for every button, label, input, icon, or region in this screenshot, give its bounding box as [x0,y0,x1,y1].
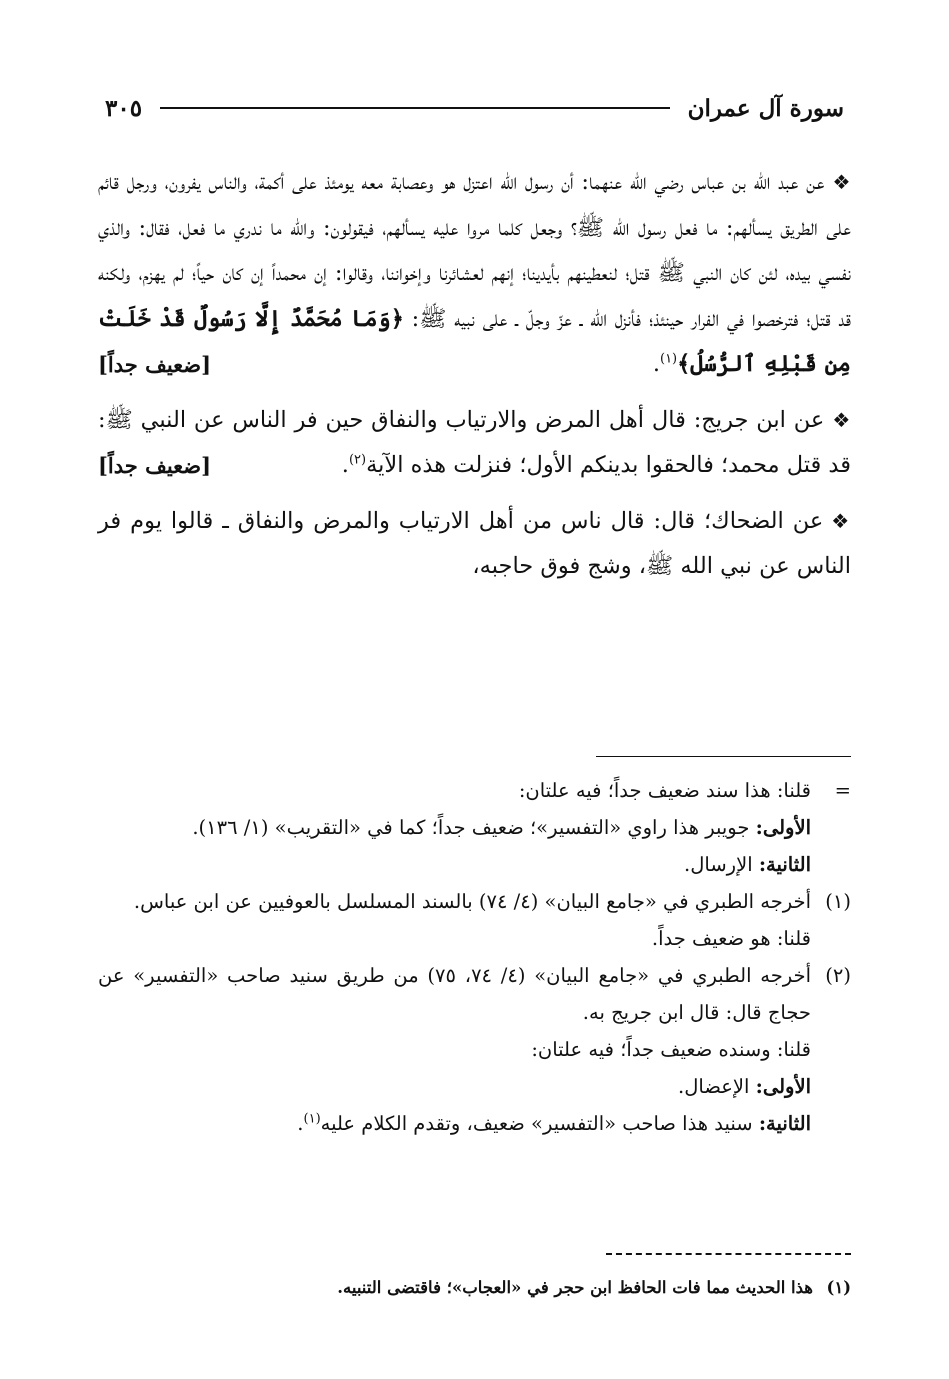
sentence-end: . [297,1112,304,1135]
footnote-2 [98,957,851,1142]
header-rule [160,107,670,109]
note-text: الإعضال. [678,1075,750,1098]
note-line [98,846,811,883]
footnote-ref: (١) [303,1111,321,1127]
continuation-marker: = [834,779,851,802]
footnote-ref: (١) [659,351,678,367]
note-text: سنيد هذا صاحب «التفسير» ضعيف، وتقدم الكلام عليه [320,1112,753,1135]
note-label: الأولى: [755,1075,811,1098]
note-line: أخرجه الطبري في «جامع البيان» (٤/ ٧٤) بالسند المسلسل بالعوفيين عن ابن عباس. [133,890,811,913]
page-header [105,88,844,128]
note-line [98,809,811,846]
sentence-end: . [652,351,660,377]
narration-text: عن الضحاك؛ قال: قال ناس من أهل الارتياب والمرض والنفاق ـ قالوا يوم فر الناس عن نبي الله ﷺ، وشج فوق حاجبه، [98,507,851,579]
sub-footnote [98,1273,851,1303]
narration-paragraph [98,160,851,388]
note-line: أخرجه الطبري في «جامع البيان» (٤/ ٧٤، ٧٥) من طريق سنيد صاحب «التفسير» عن حجاج قال: قال ابن جريج به. [98,964,811,1024]
narration-text: عن ابن جريج: قال أهل المرض والارتياب والنفاق حين فر الناس عن النبي ﷺ: قد قتل محمد؛ فالحقوا بدينكم الأول؛ فنزلت هذه الآية [98,406,851,478]
quran-verse: ﴿وَمَا مُحَمَّدٌ إِلَّا رَسُولٌ قَدْ خَلَتْ مِن قَبْلِهِ ٱلرُّسُلُ﴾ [98,305,851,377]
footnotes [98,772,851,1142]
note-label: الثانية: [758,853,811,876]
note-line: قلنا: هذا سند ضعيف جداً؛ فيه علتان: [518,779,811,802]
footnote-1 [98,883,851,957]
note-label: الثانية: [758,1112,811,1135]
bullet-icon: ❖ [831,508,851,533]
footnote-separator [596,756,851,757]
narration-paragraph [98,499,851,590]
bullet-icon: ❖ [832,407,851,432]
page-number: ٣٠٥ [105,94,143,122]
note-line: قلنا: هو ضعيف جداً. [651,927,811,950]
note-line [98,1105,811,1142]
note-label: الأولى: [755,816,811,839]
sentence-end: . [341,452,349,478]
footnote-number: (٢) [825,964,851,987]
footnote-number: (١) [825,890,851,913]
footnote-number: (١) [826,1278,851,1297]
narration-paragraph [98,398,851,489]
footnote-continuation [98,772,851,883]
note-text: الإرسال. [684,853,753,876]
main-text [98,160,851,600]
bullet-icon: ❖ [832,170,851,194]
sub-footnote-text: هذا الحديث مما فات الحافظ ابن حجر في «العجاب»؛ فاقتضى التنبيه. [337,1278,813,1297]
footnote-ref: (٢) [348,452,367,468]
note-line: قلنا: وسنده ضعيف جداً؛ فيه علتان: [531,1038,811,1061]
surah-title: سورة آل عمران [687,94,844,122]
grading-label: [ضعيف جداً] [98,352,212,377]
narration-text: عن عبد الله بن عباس رضي الله عنهما: أن رسول الله اعتزل هو وعصابة معه يومئذ على أكمة، والناس يفرون، ورجل قائم على الطريق يسألهم: ما فعل رسول الله ﷺ؟ وجعل كلما مروا عليه يسألهم، فيقولون: والله ما ندري ما فعل، فقال: والذي نفسي بيده، لئن كان النبي ﷺ قتل؛ لنعطينهم بأيدينا؛ إنهم لعشائرنا وإخواننا، وقالوا: إن محمداً إن كان حياً؛ لم يهزم، ولكنه قد قتل؛ فترخصوا في الفرار حينئذ؛ فأنزل الله ـ عزّ وجلّ ـ على نبيه ﷺ: [98,169,852,332]
sub-footnote-separator [606,1253,851,1255]
note-line [98,1068,811,1105]
grading-label: [ضعيف جداً] [98,453,212,478]
note-text: جويبر هذا راوي «التفسير»؛ ضعيف جداً؛ كما في «التقريب» (١/ ١٣٦). [192,816,750,839]
